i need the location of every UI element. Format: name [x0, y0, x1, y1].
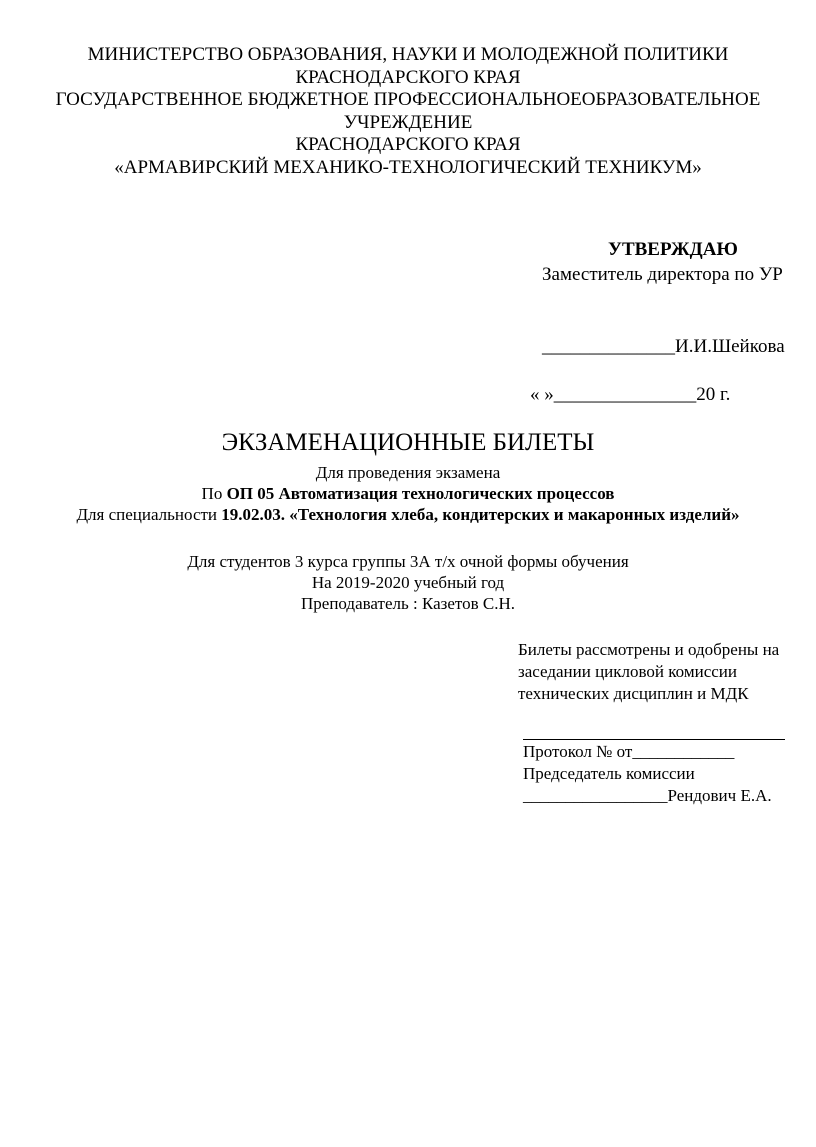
- chair-signature-line: _________________Рендович Е.А.: [523, 786, 772, 805]
- students-block: [0, 551, 816, 614]
- document-subtitle-block: [0, 462, 816, 525]
- ministry-header: [0, 44, 816, 179]
- commission-divider: [523, 719, 785, 740]
- approval-block: [530, 237, 816, 407]
- header-line: УЧРЕЖДЕНИЕ: [343, 111, 473, 133]
- header-line: ГОСУДАРСТВЕННОЕ БЮДЖЕТНОЕ ПРОФЕССИОНАЛЬНОЕОБРАЗОВАТЕЛЬНОЕ: [55, 89, 761, 110]
- year-line: На 2019-2020 учебный год: [311, 573, 505, 592]
- discipline-name: ОП 05 Автоматизация технологических процессов: [226, 484, 615, 503]
- header-line: КРАСНОДАРСКОГО КРАЯ: [295, 66, 521, 88]
- document-purpose: Для проведения экзамена: [315, 463, 501, 482]
- discipline-line: [0, 483, 816, 504]
- approval-title: УТВЕРЖДАЮ: [608, 239, 738, 260]
- chair-title: Председатель комиссии: [523, 764, 695, 783]
- header-line: КРАСНОДАРСКОГО КРАЯ: [295, 134, 521, 155]
- teacher-line: Преподаватель : Казетов С.Н.: [301, 594, 515, 613]
- approval-date-line: « »_______________20 г.: [530, 384, 731, 405]
- header-line: «АРМАВИРСКИЙ МЕХАНИКО-ТЕХНОЛОГИЧЕСКИЙ ТЕХНИКУМ»: [114, 156, 702, 178]
- specialty-line: [0, 504, 816, 525]
- protocol-line: Протокол № от____________: [523, 742, 735, 761]
- specialty-name: 19.02.03. «Технология хлеба, кондитерских и макаронных изделий»: [221, 505, 740, 524]
- commission-line-2: заседании цикловой комиссии: [518, 662, 737, 681]
- discipline-prefix: По: [201, 484, 227, 503]
- approval-role: Заместитель директора по УР: [542, 264, 783, 285]
- commission-block: [518, 639, 816, 807]
- document-title: ЭКЗАМЕНАЦИОННЫЕ БИЛЕТЫ: [221, 429, 595, 456]
- commission-line-3: технических дисциплин и МДК: [518, 684, 749, 703]
- specialty-prefix: Для специальности: [76, 505, 222, 524]
- approval-signature-line: ______________И.И.Шейкова: [542, 336, 785, 357]
- header-line: МИНИСТЕРСТВО ОБРАЗОВАНИЯ, НАУКИ И МОЛОДЕЖНОЙ ПОЛИТИКИ: [87, 44, 729, 65]
- commission-line-1: Билеты рассмотрены и одобрены на: [518, 640, 780, 659]
- students-line: Для студентов 3 курса группы 3А т/х очной формы обучения: [187, 552, 629, 571]
